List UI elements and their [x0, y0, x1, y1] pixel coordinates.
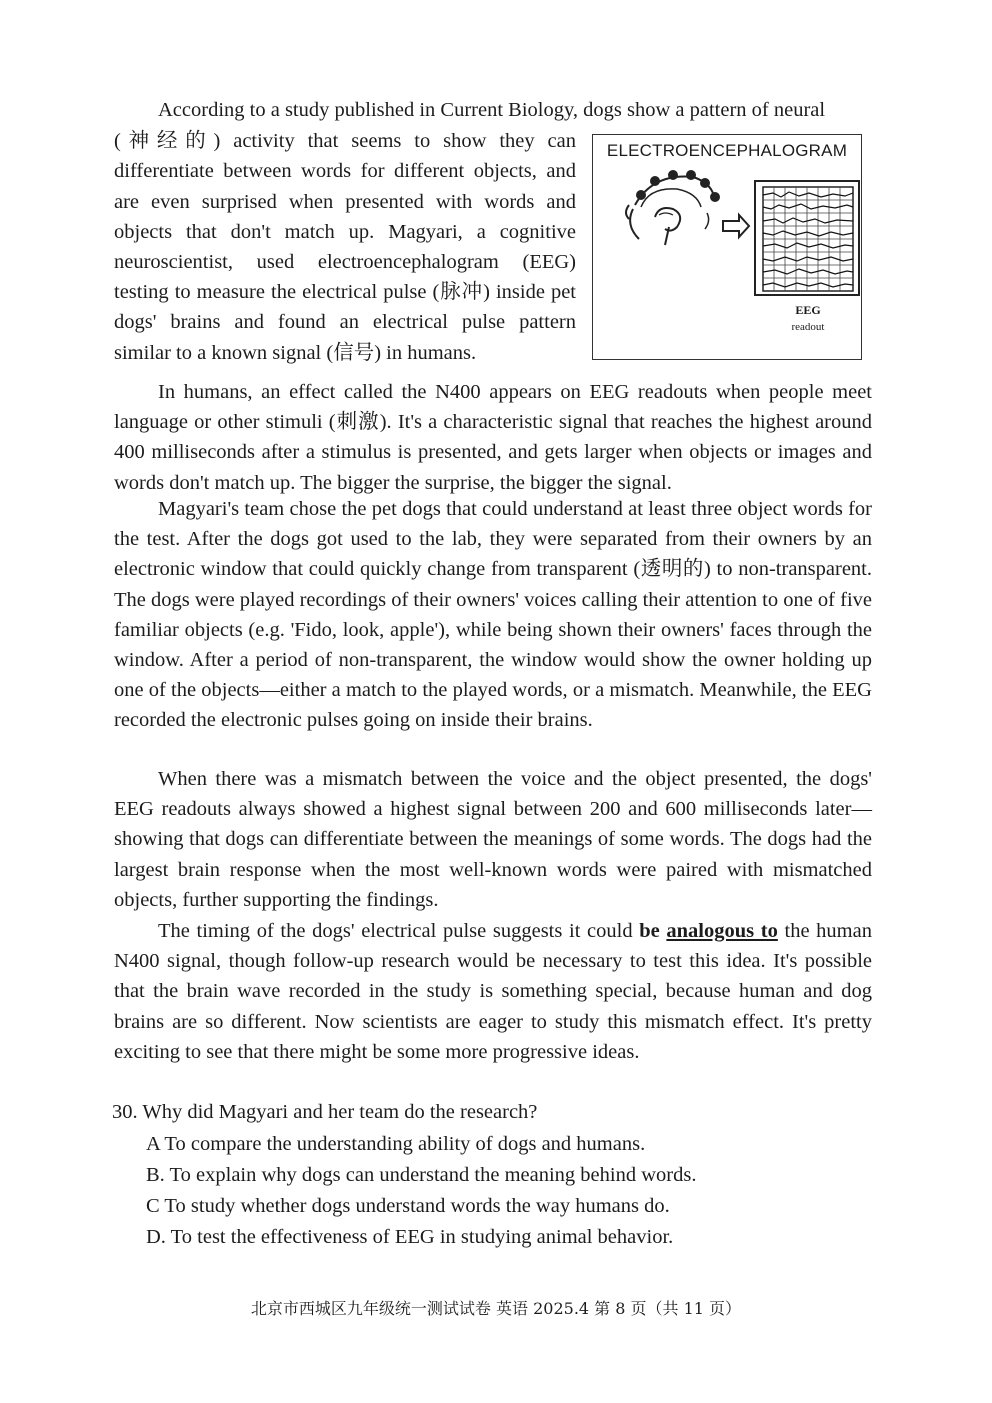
figure-title: ELECTROENCEPHALOGRAM [606, 141, 848, 160]
key-phrase [639, 920, 778, 942]
passage-paragraph-2: In humans, an effect called the N400 appears on EEG readouts when people meet language or other stimuli (刺激). It's a characteristic signal that reaches the highest around 400 milliseconds after a stimulus is presented, and gets larger when objects or images and words don't match up. The bigger the surprise, the bigger the signal. [114, 381, 872, 494]
option-b: B. To explain why dogs can understand the meaning behind words. [146, 1164, 697, 1186]
hollow-right-arrow-icon [723, 215, 749, 237]
page-footer: 北京市西城区九年级统一测试试卷 英语 2025.4 第 8 页（共 11 页） [250, 1299, 742, 1318]
passage-paragraph-4: When there was a mismatch between the voice and the object presented, the dogs' EEG readouts always showed a highest signal between 200 and 600 milliseconds later—showing that dogs can differentiate between the meanings of some words. The dogs had the largest brain response when the most well-known words were paired with mismatched objects, further supporting the findings. [114, 768, 872, 911]
passage-paragraph-3: Magyari's team chose the pet dogs that could understand at least three object words for the test. After the dogs got used to the lab, they were separated from their owners by an electronic window that could quickly change from transparent (透明的) to non-transparent. The dogs were played recordings of their owners' voices calling their attention to one of five familiar objects (e.g. 'Fido, look, apple'), while being shown their owners' faces through the window. After a period of non-transparent, the window would show the owner holding up one of the objects—either a match to the played words, or a mismatch. Meanwhile, the EEG recorded the electronic pulses going on inside their brains. [114, 498, 872, 732]
head-with-electrodes-icon [626, 171, 719, 245]
option-d: D. To test the effectiveness of EEG in studying animal behavior. [146, 1226, 674, 1248]
eeg-figure [592, 134, 862, 360]
paragraph-1-first-line: According to a study published in Current Biology, dogs show a pattern of neural [158, 99, 826, 121]
figure-caption-eeg: EEG [795, 303, 821, 317]
paragraph-5-rest: the human N400 signal, though follow-up research would be necessary to test this idea. It's possible that the brain wave recorded in the study is something special, because human and dog brains are so different. Now scientists are eager to study this mismatch effect. It's pretty exciting to see that there might be some more progressive ideas. [114, 920, 872, 1063]
question-stem: 30. Why did Magyari and her team do the research? [112, 1101, 538, 1123]
paragraph-5-lead: The timing of the dogs' electrical pulse suggests it could [158, 920, 640, 942]
key-phrase-underlined: analogous to [666, 920, 778, 942]
key-phrase-be: be [639, 920, 667, 942]
option-c: C To study whether dogs understand words the way humans do. [146, 1195, 670, 1217]
figure-caption-readout: readout [791, 321, 825, 333]
eeg-readout-screen-icon [755, 181, 859, 295]
passage-paragraph-5 [114, 916, 872, 1067]
paragraph-1-wrapped-text: (神经的) activity that seems to show they can differentiate between words for different objects, and are even surprised when presented with words and objects that don't match up. Magyari, a cognitive neuroscientist, used electroencephalogram (EEG) testing to measure the electrical pulse (脉冲) inside pet dogs' brains and found an electrical pulse pattern similar to a known signal (信号) in humans. [114, 130, 576, 364]
option-a: A To compare the understanding ability of dogs and humans. [146, 1133, 646, 1155]
